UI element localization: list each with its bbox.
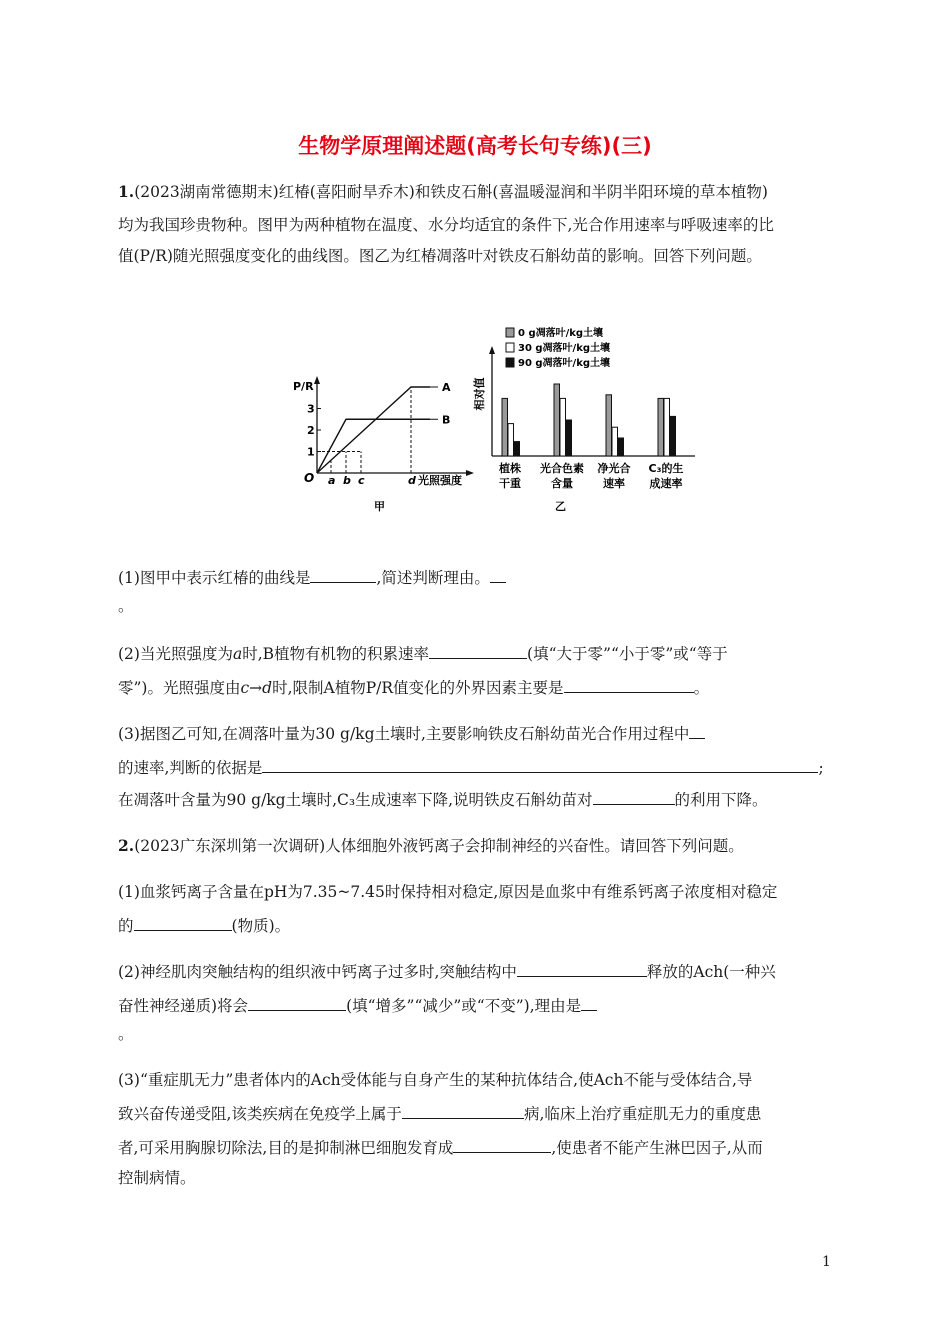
q1-sub3-blank1[interactable]	[689, 720, 705, 739]
yi-legend-label: 30 g凋落叶/kg土壤	[518, 343, 611, 354]
yi-category-label: 含量	[551, 477, 573, 490]
yi-legend-swatch	[506, 328, 514, 337]
yi-bar	[508, 424, 514, 456]
q1-sub1-end: 。	[118, 597, 134, 615]
q2-sub1-blank[interactable]	[134, 912, 232, 931]
yi-legend-label: 90 g凋落叶/kg土壤	[518, 358, 611, 369]
q1-sub2-line2: 零”)。光照强度由c→d时,限制A植物P/R值变化的外界因素主要是 。	[118, 674, 838, 700]
yi-bar	[664, 398, 670, 456]
page-title: 生物学原理阐述题(高考长句专练)(三)	[298, 134, 652, 158]
jia-ylabel: P/R	[293, 380, 314, 393]
jia-xtick-label: a	[328, 474, 336, 487]
page-number: 1	[822, 1254, 831, 1270]
jia-series-A	[317, 387, 430, 473]
jia-ytick-label: 3	[307, 402, 315, 416]
yi-bar	[612, 427, 618, 456]
q2-sub3-blank2[interactable]	[453, 1134, 551, 1153]
q2-sub2-end: 。	[118, 1025, 134, 1043]
yi-category-label: 净光合	[597, 462, 631, 475]
q1-line1: 1.(2023湖南常德期末)红椿(喜阳耐旱乔木)和铁皮石斛(喜温暖湿润和半阴半阳环境的草本植物)	[118, 182, 768, 201]
jia-origin: O	[304, 471, 315, 485]
yi-category-label: C₃的生	[648, 462, 684, 475]
yi-bar	[670, 416, 676, 456]
q2-number: 2.	[118, 836, 135, 855]
q2-sub2-blank3[interactable]	[581, 992, 597, 1011]
chart-yi	[472, 326, 695, 513]
q1-sub3-line2: 的速率,判断的依据是 ;	[118, 754, 838, 780]
jia-y-arrow	[314, 376, 320, 384]
jia-xtick-label: d	[408, 474, 416, 487]
figure-svg	[280, 320, 700, 520]
jia-ytick-label: 1	[307, 445, 315, 459]
yi-bar	[514, 442, 520, 456]
yi-bar	[606, 395, 612, 456]
yi-bar	[554, 384, 560, 456]
yi-bar	[618, 438, 624, 456]
q2-sub2-line2: 奋性神经递质)将会 (填“增多”“减少”或“不变”),理由是	[118, 992, 838, 1018]
q2-sub2-line1: (2)神经肌肉突触结构的组织液中钙离子过多时,突触结构中 释放的Ach(一种兴	[118, 958, 838, 984]
q1-sub2-line1: (2)当光照强度为a时,B植物有机物的积累速率 (填“大于零”“小于零”或“等于	[118, 640, 838, 666]
q2-sub3-line2: 致兴奋传递受阻,该类疾病在免疫学上属于 病,临床上治疗重症肌无力的重度患	[118, 1100, 838, 1126]
q1-sub3-blank2[interactable]	[262, 754, 818, 773]
q2-sub3-line3: 者,可采用胸腺切除法,目的是抑制淋巴细胞发育成 ,使患者不能产生淋巴因子,从而	[118, 1134, 838, 1160]
q2-sub2-blank1[interactable]	[517, 958, 647, 977]
q1-line3: 值(P/R)随光照强度变化的曲线图。图乙为红椿凋落叶对铁皮石斛幼苗的影响。回答下列问题。	[118, 247, 762, 265]
q1-line2: 均为我国珍贵物种。图甲为两种植物在温度、水分均适宜的条件下,光合作用速率与呼吸速率的比	[118, 216, 774, 234]
yi-bar	[560, 398, 566, 456]
yi-title: 乙	[555, 500, 566, 513]
jia-x-arrow	[466, 470, 474, 476]
yi-legend-swatch	[506, 343, 514, 352]
q1-sub3-line3: 在凋落叶含量为90 g/kg土壤时,C₃生成速率下降,说明铁皮石斛幼苗对 的利用下降。	[118, 786, 838, 812]
jia-series-label: B	[442, 413, 451, 427]
jia-xtick-label: c	[358, 474, 365, 487]
chart-jia	[293, 376, 474, 513]
yi-category-label: 速率	[603, 477, 625, 490]
q1-sub2-blank2[interactable]	[564, 674, 694, 693]
q1-sub2-blank1[interactable]	[429, 640, 527, 659]
q2-sub3-line4: 控制病情。	[118, 1169, 196, 1187]
yi-ylabel: 相对值	[473, 377, 486, 411]
q1-number: 1.	[118, 182, 135, 201]
jia-series-label: A	[442, 381, 451, 394]
yi-category-label: 干重	[499, 477, 521, 490]
yi-bar	[658, 398, 664, 456]
yi-legend-label: 0 g凋落叶/kg土壤	[518, 328, 604, 339]
q2-line1: 2.(2023广东深圳第一次调研)人体细胞外液钙离子会抑制神经的兴奋性。请回答下列问题。	[118, 836, 744, 855]
yi-category-label: 光合色素	[540, 462, 584, 475]
yi-y-arrow	[489, 346, 495, 354]
q1-sub1-reason-blank[interactable]	[490, 564, 506, 583]
yi-category-label: 成速率	[649, 477, 683, 490]
jia-ytick-label: 2	[307, 424, 315, 437]
q2-sub3-line1: (3)“重症肌无力”患者体内的Ach受体能与自身产生的某种抗体结合,使Ach不能与受体结合,导	[118, 1071, 753, 1089]
q2-sub3-blank1[interactable]	[402, 1100, 524, 1119]
q2-sub2-blank2[interactable]	[248, 992, 346, 1011]
q1-sub3-blank3[interactable]	[593, 786, 675, 805]
jia-title: 甲	[374, 500, 385, 513]
q1-sub1-blank[interactable]	[310, 564, 376, 583]
jia-series-B	[317, 419, 430, 473]
q2-sub1-line1: (1)血浆钙离子含量在pH为7.35~7.45时保持相对稳定,原因是血浆中有维系钙离子浓度相对稳定	[118, 883, 778, 901]
q1-sub3-line1: (3)据图乙可知,在凋落叶量为30 g/kg土壤时,主要影响铁皮石斛幼苗光合作用过程中	[118, 720, 838, 746]
q2-sub1-line2: 的 (物质)。	[118, 912, 838, 938]
jia-xlabel: 光照强度	[418, 474, 462, 487]
q1-sub1: (1)图甲中表示红椿的曲线是 ,简述判断理由。	[118, 564, 838, 590]
yi-legend-swatch	[506, 358, 514, 367]
yi-category-label: 植株	[499, 462, 521, 475]
yi-bar	[502, 398, 508, 456]
yi-bar	[566, 420, 572, 456]
figure-jia-yi	[280, 320, 700, 520]
jia-xtick-label: b	[343, 474, 351, 487]
